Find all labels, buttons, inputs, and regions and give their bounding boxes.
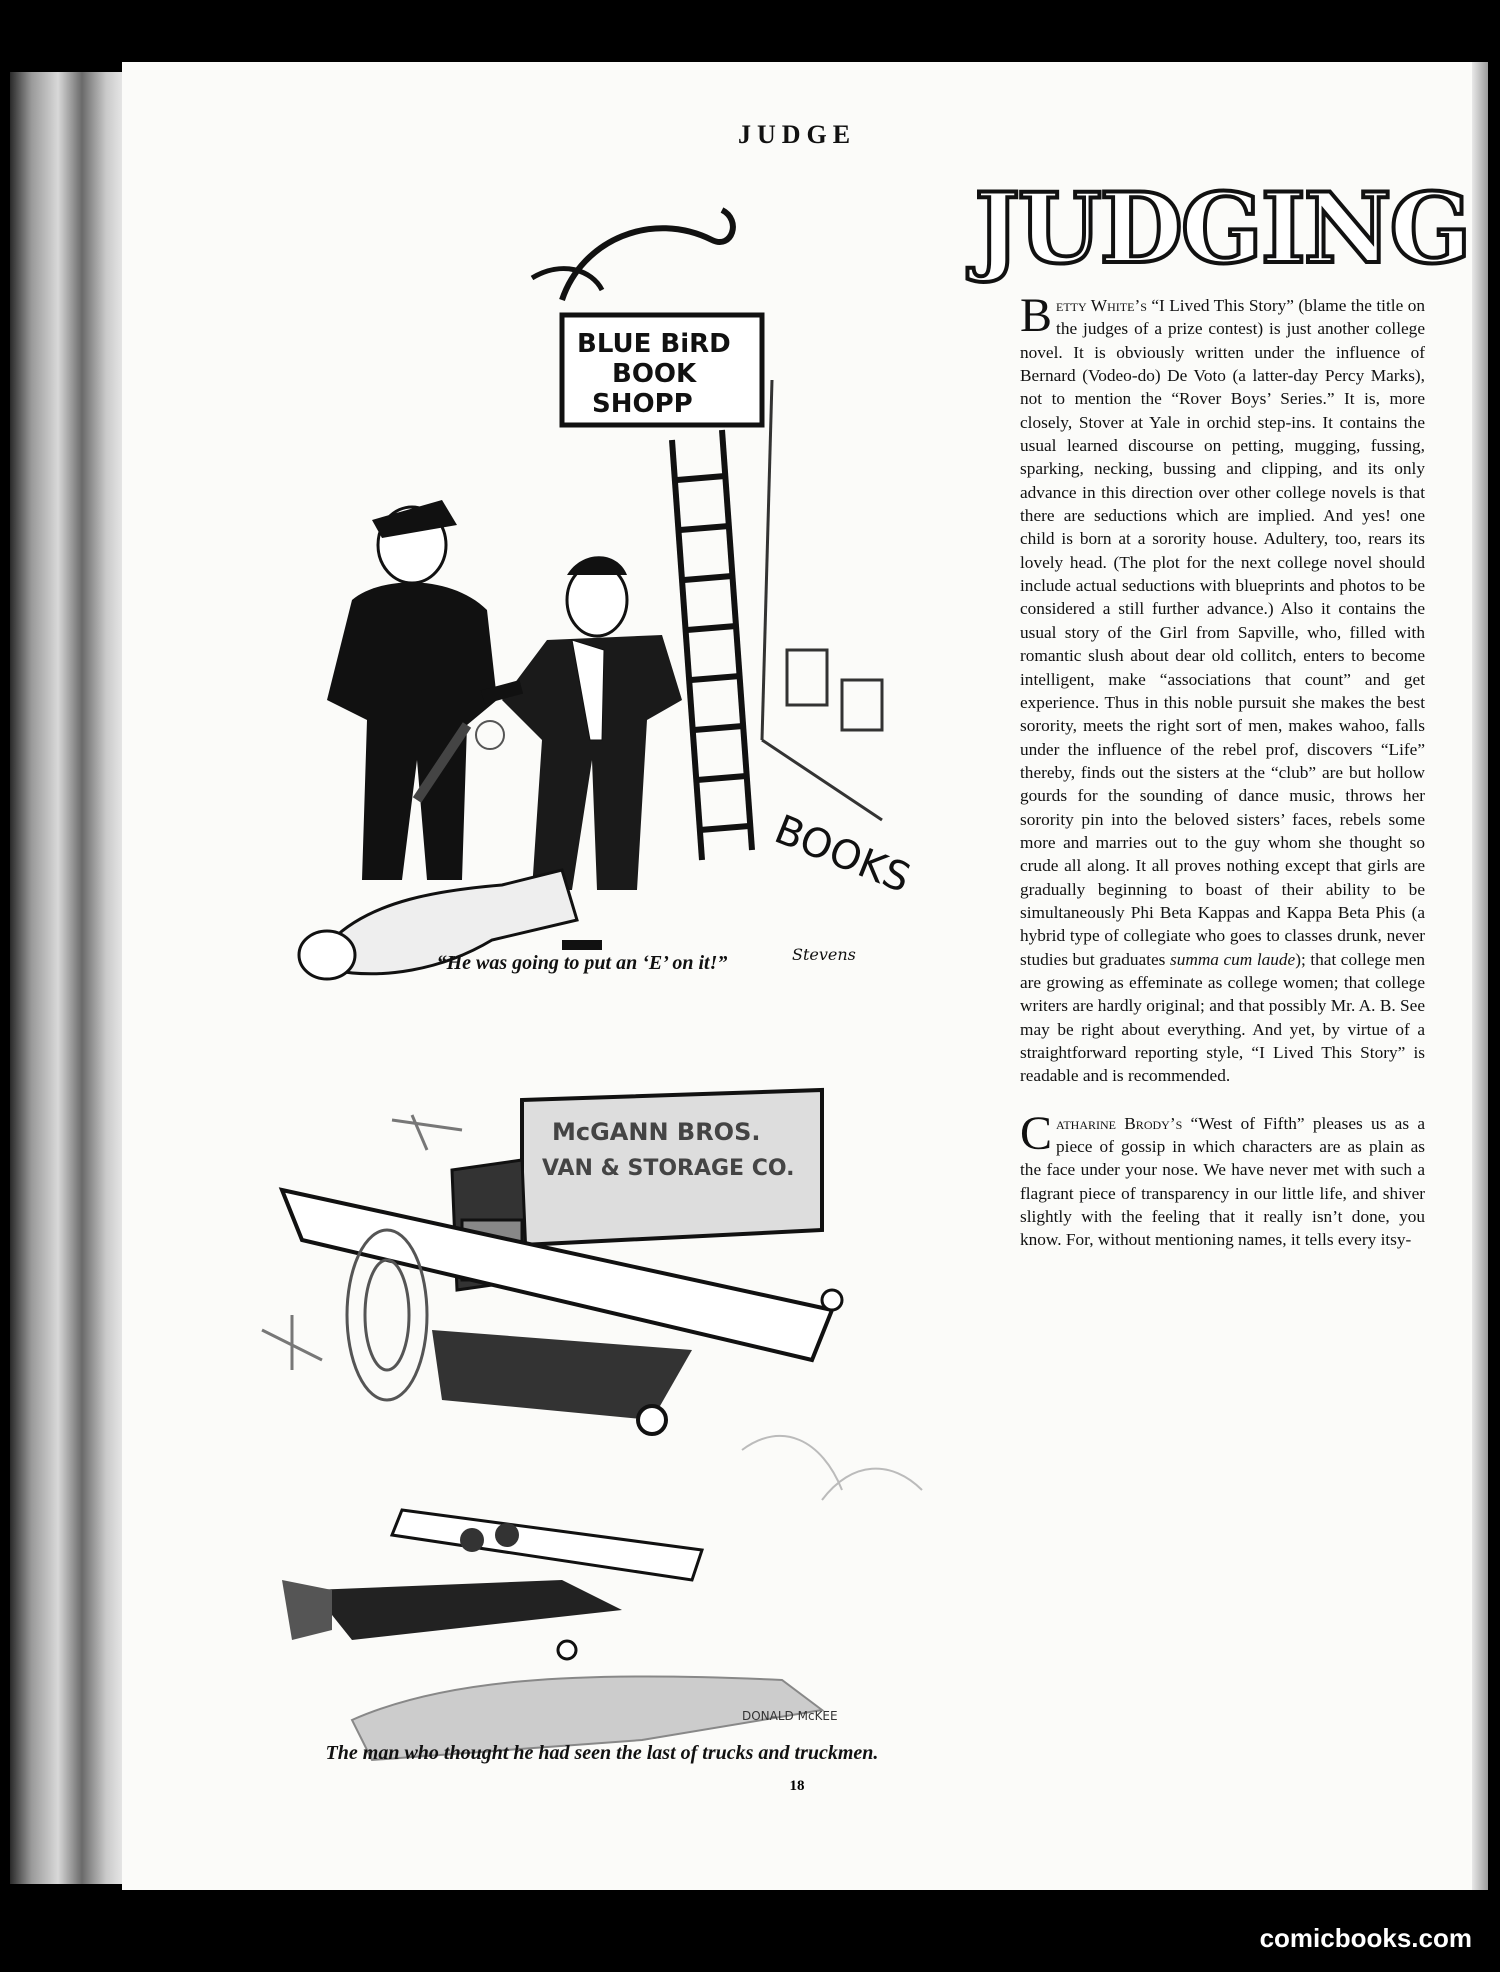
- ladder: [672, 430, 752, 860]
- policeman: [327, 500, 497, 880]
- small-plane-left: [262, 1315, 322, 1370]
- window-lettering: BOOKS: [768, 806, 917, 903]
- book-page-stack: [10, 72, 130, 1884]
- truck-line-1: McGANN BROS.: [552, 1118, 761, 1146]
- dropcap-c: C: [1020, 1106, 1053, 1160]
- bookshop-cartoon: [232, 180, 932, 1015]
- shop-window: [762, 380, 882, 820]
- review1-italic: summa cum laude: [1169, 949, 1296, 969]
- sign-line-2: BOOK: [612, 359, 697, 389]
- review-column: [1020, 289, 1426, 1276]
- bookseller: [476, 556, 682, 890]
- page-right-edge: [1472, 62, 1488, 1890]
- caption-bookshop: “He was going to put an ‘E’ on it!”: [436, 952, 728, 974]
- site-watermark: comicbooks.com: [1259, 1923, 1472, 1953]
- review2-body: “West of Fifth” pleases us as a piece of gossip in which characters are as plain as the face under your nose. We have never met with such a flagrant piece of transparency in our little life, and shiver slightly with the feeling that it really isn’t done, you know. For, without mentioning names, it tells every itsy-: [1020, 1113, 1425, 1250]
- judging-title-text: JUDGING: [974, 172, 1470, 285]
- review2-lead: atharine Brody’s: [1056, 1113, 1183, 1133]
- dropcap-b: B: [1020, 289, 1053, 342]
- page-number: 18: [789, 1778, 805, 1794]
- artist-signature-2: DONALD McKEE: [742, 1709, 838, 1723]
- caption-flying-truck: The man who thought he had seen the last of trucks and truckmen.: [325, 1742, 879, 1764]
- judging-title: [974, 172, 1470, 285]
- clouds: [742, 1436, 922, 1500]
- truck-plane: [282, 1090, 842, 1434]
- review1-body: “I Lived This Story” (blame the title on the judges of a prize contest) is just another college novel. It is obviously written under the influence of Bernard (Vodeo-do) De Voto (a latter-day Percy Marks), not to mention the “Rover Boys’ Series.” It is, more closely, Stover at Yale in orchid step-ins. It contains the usual learned discourse on petting, mugging, fussing, sparking, necking, bussing and clipping, and its only advance in this direction over other college novels is that there are seductions which are implied. And yes! one child is born at a sorority house. Adultery, too, rears its lovely head. (The plot for the next college novel should include actual seductions with blueprints and photos to be considered a still further advance.) Also it contains the usual story of the Girl from Sapville, who, filled with romantic slush about dear old collitch, enters to become intelligent, make “associations that count” and get experience. Thus in this noble pursuit she makes the best sorority, meets the right sort of men, makes wahoo, falls under the influence of the rebel prof, discovers “Life” thereby, finds out the sisters at the “club” are but hollow gourds for the sounding of dance music, throws her sorority pin into the beloved sisters’ faces, rebels some more and marries out to the guy whom she thought so crude all along. It all proves nothing except that girls are gradually beginning to boast of their ability to be simultaneously Phi Beta Kappas and Kappa Beta Phis (a hybrid type of collegiate who goes to classes drunk, never studies but graduates: [1020, 296, 1425, 969]
- sign-line-1: BLUE BiRD: [577, 329, 731, 359]
- review-west-of-fifth: [1020, 1106, 1425, 1252]
- artist-signature-1: Stevens: [792, 945, 856, 964]
- biplane-with-pilots: [282, 1510, 702, 1659]
- small-plane-top: [392, 1115, 462, 1150]
- truck-line-2: VAN & STORAGE CO.: [542, 1156, 795, 1181]
- sign-line-3: SHOPP: [592, 389, 693, 419]
- review-i-lived-this-story: [1020, 289, 1426, 1088]
- review1-tail: ); that college men are growing as effeminate as college women; that college writers are hardly original; and that possibly Mr. A. B. See may be right about everything. And yet, by virtue of a straightforward reporting style, “I Lived This Story” is readable and is recommended.: [1020, 949, 1426, 1086]
- magazine-page: [122, 62, 1472, 1890]
- review1-lead: etty White’s: [1056, 296, 1147, 315]
- flying-truck-cartoon: [222, 1020, 982, 1800]
- running-head: JUDGE: [737, 120, 857, 149]
